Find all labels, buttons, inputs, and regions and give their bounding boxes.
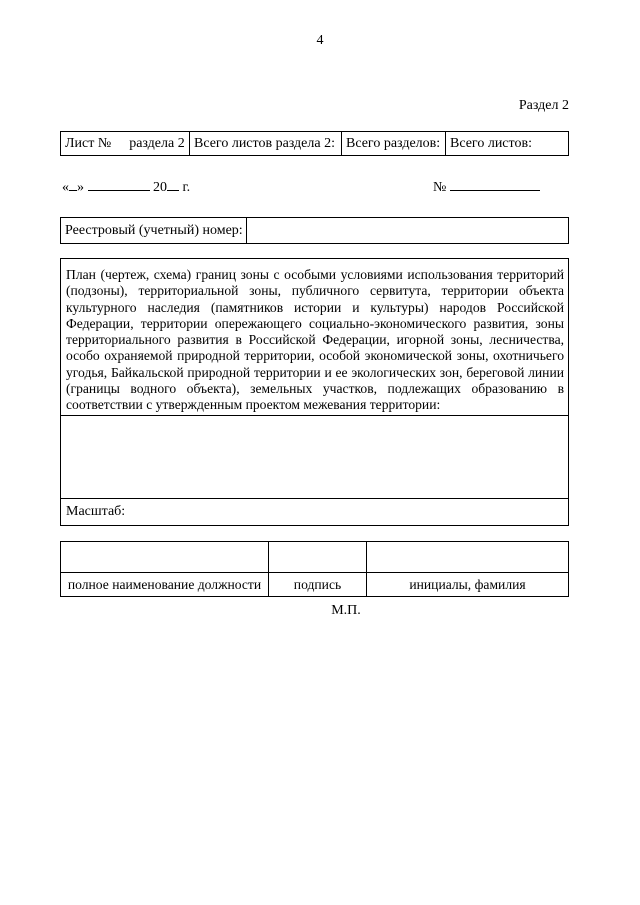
date-close-quote: » — [77, 180, 84, 195]
position-field[interactable] — [61, 542, 269, 572]
signature-input-row — [61, 542, 568, 572]
year-field[interactable] — [167, 178, 179, 191]
scale-label: Масштаб: — [66, 503, 126, 519]
plan-drawing-area[interactable] — [61, 416, 568, 499]
total-sections-label: Всего разделов: — [346, 135, 441, 151]
page-number: 4 — [316, 33, 324, 48]
signature-caption-row — [61, 572, 568, 596]
sheet-number-cell[interactable] — [61, 132, 190, 155]
registry-number-field[interactable] — [247, 218, 568, 243]
section-label: Раздел 2 — [518, 98, 569, 113]
sheet-number-label: Лист № — [65, 135, 112, 151]
year-suffix: г. — [182, 180, 191, 195]
date-open-quote: « — [62, 180, 69, 195]
document-number-line — [433, 178, 540, 196]
signature-field[interactable] — [269, 542, 367, 572]
position-caption: полное наименование должности — [61, 573, 269, 596]
date-line — [62, 178, 190, 196]
month-field[interactable] — [88, 178, 150, 191]
registry-number-label: Реестровый (учетный) номер: — [61, 218, 247, 243]
plan-description: План (чертеж, схема) границ зоны с особыми условиями использования территорий (подзоны), территориальной зоны, публичного сервитута, территории объекта культурного наследия (памятников истории и культуры) народов Российской Федерации, территории опережающего социально-экономического развития, зоны территориального развития в Российской Федерации, игорной зоны, лесничества, особо охраняемой природной территории, особой экономической зоны, охотничьего угодья, Байкальской природной территории и ее экологических зон, береговой линии (границы водного объекта), земельных участков, подлежащих образованию в соответствии с утвержденным проектом межевания территории: — [61, 259, 568, 416]
sheet-info-table — [60, 131, 569, 156]
name-field[interactable] — [367, 542, 568, 572]
total-sheets-label: Всего листов: — [450, 135, 532, 151]
stamp-label: М.П. — [331, 603, 361, 618]
total-sheets-section-cell[interactable] — [190, 132, 342, 155]
registry-number-table — [60, 217, 569, 244]
document-number-field[interactable] — [450, 178, 540, 191]
signature-table — [60, 541, 569, 597]
day-field[interactable] — [69, 178, 77, 191]
signature-caption: подпись — [269, 573, 367, 596]
year-prefix: 20 — [153, 180, 167, 195]
total-sheets-section-label: Всего листов раздела 2: — [194, 135, 335, 151]
scale-row[interactable] — [61, 498, 568, 525]
number-sign: № — [433, 180, 447, 195]
section-ref-label: раздела 2 — [129, 135, 185, 151]
plan-section — [60, 258, 569, 526]
name-caption: инициалы, фамилия — [409, 576, 526, 592]
total-sheets-cell[interactable] — [446, 132, 568, 155]
total-sections-cell[interactable] — [342, 132, 446, 155]
